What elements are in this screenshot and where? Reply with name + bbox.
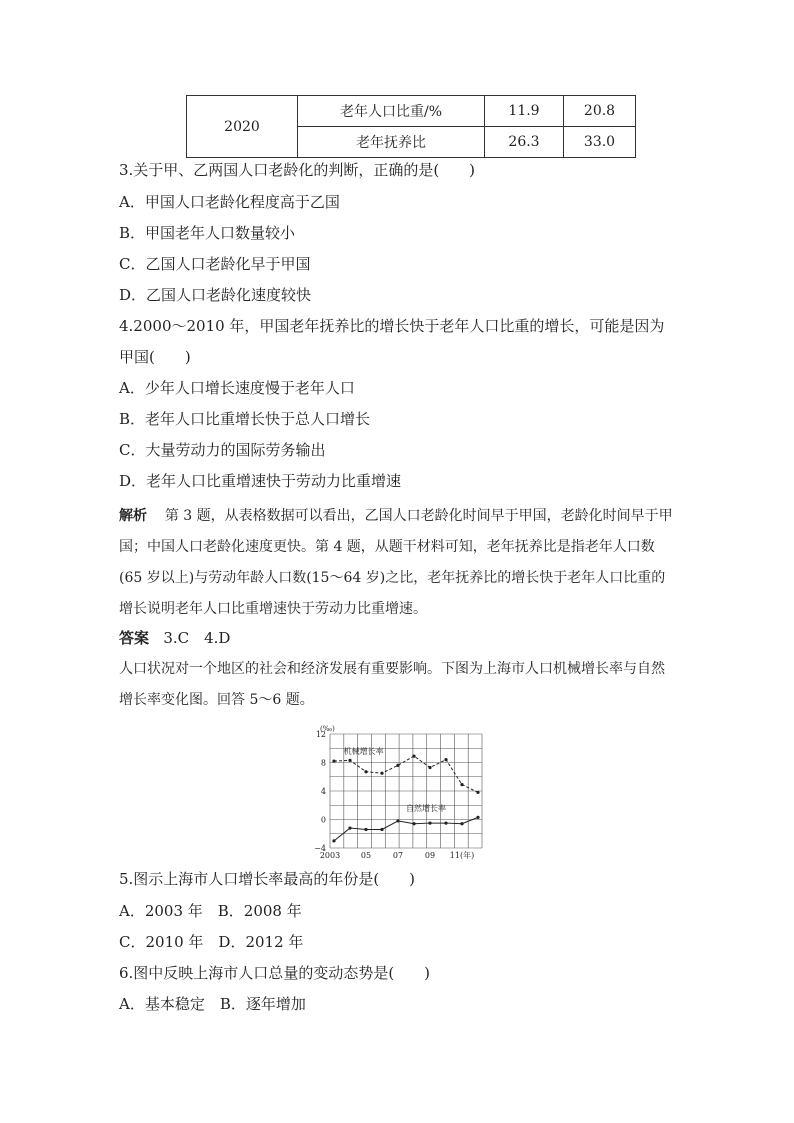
question-6-options-row1: A．基本稳定 B．逐年增加 [119, 995, 306, 1013]
data-point [348, 759, 351, 762]
question-4-option-c: C．大量劳动力的国际劳务输出 [119, 441, 326, 459]
data-point [428, 766, 431, 769]
data-point [460, 783, 463, 786]
x-tick-label: 11(年) [449, 851, 475, 860]
data-point [332, 759, 335, 762]
value-cell: 26.3 [485, 127, 564, 158]
question-5-stem: 5.图示上海市人口增长率最高的年份是( ) [119, 870, 416, 888]
question-4-stem-cont: 甲国( ) [119, 348, 191, 366]
answer-text: 3.C 4.D [163, 629, 231, 647]
intro-paragraph: 人口状况对一个地区的社会和经济发展有重要影响。下图为上海市人口机械增长率与自然增长率变化图。回答 5～6 题。 [119, 661, 665, 708]
question-3-stem: 3.关于甲、乙两国人口老龄化的判断，正确的是( ) [119, 161, 476, 179]
question-3-option-a: A．甲国人口老龄化程度高于乙国 [119, 193, 340, 211]
question-3-option-c: C．乙国人口老龄化早于甲国 [119, 255, 311, 273]
row-label-cell: 老年人口比重/% [298, 96, 485, 127]
answer-line [119, 627, 230, 649]
data-point [428, 821, 431, 824]
y-tick-label: 8 [320, 758, 326, 768]
data-point [364, 770, 367, 773]
question-5-options-row1: A．2003 年 B．2008 年 [119, 902, 302, 920]
y-tick-label: −4 [314, 844, 326, 853]
data-point [444, 821, 447, 824]
value-cell: 33.0 [564, 127, 636, 158]
data-point [412, 822, 415, 825]
analysis-text: 第 3 题，从表格数据可以看出，乙国人口老龄化时间早于甲国，老龄化时间早于甲国；中国人口老龄化速度更快。第 4 题，从题干材料可知，老年抚养比是指老年人口数(65 岁以上)与劳动年龄人口数(15～64 岁)之比，老年抚养比的增长快于老年人口比重的增长说明老年人口比重增速快于劳动力比重增速。 [119, 508, 673, 617]
row-label-cell: 老年抚养比 [298, 127, 485, 158]
question-5-options-row2: C．2010 年 D．2012 年 [119, 933, 304, 951]
question-3-option-b: B．甲国老年人口数量较小 [119, 224, 296, 242]
data-point [380, 772, 383, 775]
analysis-block [119, 501, 675, 625]
data-point [460, 822, 463, 825]
data-point [396, 819, 399, 822]
question-3-option-d: D．乙国人口老龄化速度较快 [119, 286, 312, 304]
y-tick-label: 4 [320, 787, 326, 796]
series-line [334, 756, 478, 792]
year-cell: 2020 [187, 96, 298, 158]
growth-rate-chart [300, 722, 500, 862]
question-6-stem: 6.图中反映上海市人口总量的变动态势是( ) [119, 964, 431, 982]
x-tick-label: 05 [360, 851, 372, 860]
value-cell: 11.9 [485, 96, 564, 127]
data-point [444, 758, 447, 761]
analysis-label: 解析 [119, 508, 147, 524]
question-4-option-d: D．老年人口比重增速快于劳动力比重增速 [119, 472, 402, 490]
series-line [334, 817, 478, 841]
data-table [186, 95, 636, 158]
data-point [396, 764, 399, 767]
y-axis-unit: (‰) [320, 725, 335, 733]
y-tick-label: 0 [320, 815, 326, 825]
series-label: 机械增长率 [343, 746, 384, 756]
value-cell: 20.8 [564, 96, 636, 127]
question-4-option-a: A．少年人口增长速度慢于老年人口 [119, 379, 355, 397]
data-point [476, 791, 479, 794]
x-tick-label: 09 [424, 851, 436, 860]
data-point [412, 754, 415, 757]
data-point [348, 826, 351, 829]
series-label: 自然增长率 [406, 803, 446, 813]
data-point [364, 828, 367, 831]
x-tick-label: 2003 [319, 851, 341, 860]
data-point [380, 828, 383, 831]
question-4-stem: 4.2000～2010 年，甲国老年抚养比的增长快于老年人口比重的增长，可能是因为 [119, 317, 665, 335]
data-point [332, 839, 335, 842]
x-tick-label: 07 [392, 851, 404, 860]
y-tick-label: 12 [315, 730, 326, 739]
answer-label: 答案 [119, 629, 150, 647]
question-4-option-b: B．老年人口比重增长快于总人口增长 [119, 410, 371, 428]
data-point [476, 816, 479, 819]
